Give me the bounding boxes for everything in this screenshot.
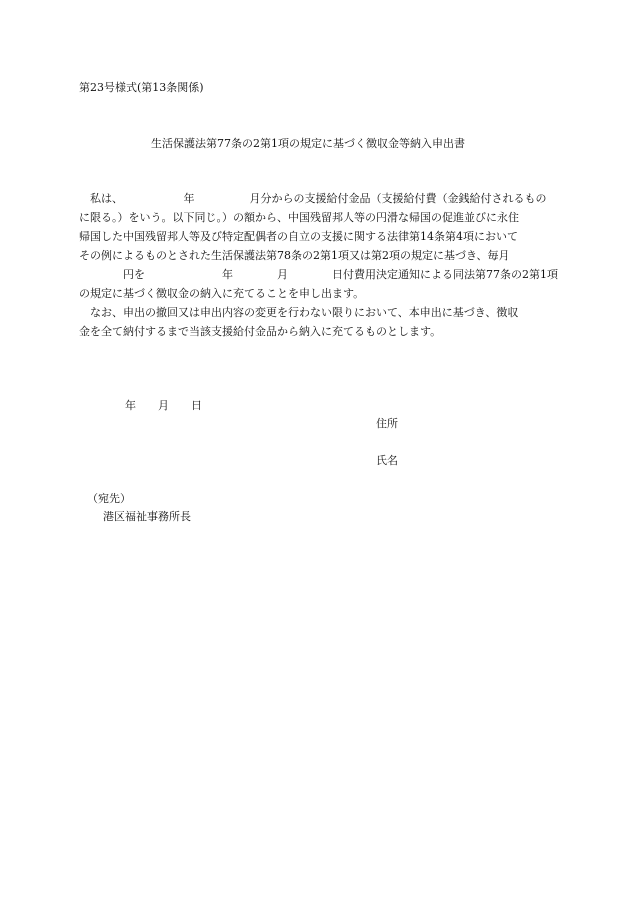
address-label: 住所 [376,417,398,430]
body-line: に限る。）をいう。以下同じ。）の額から、中国残留邦人等の円滑な帰国の促進並びに永住 [79,211,519,224]
name-label: 氏名 [376,454,398,467]
body-line: 私は、 年 月分からの支援給付金品（支援給付費（金銭給付されるもの [79,192,547,205]
body-line: その例によるものとされた生活保護法第78条の2第1項又は第2項の規定に基づき、毎月 [79,249,510,262]
office-name: 港区福祉事務所長 [103,510,191,523]
body-line: の規定に基づく徴収金の納入に充てることを申し出ます。 [79,287,365,300]
document-title: 生活保護法第77条の2第1項の規定に基づく徴収金等納入申出書 [151,137,465,150]
addressee-label: （宛先） [87,492,131,505]
form-number: 第23号様式(第13条関係) [79,81,204,94]
body-line: なお、申出の撤回又は申出内容の変更を行わない限りにおいて、本申出に基づき、徴収 [79,306,519,319]
body-line: 円を 年 月 日付費用決定通知による同法第77条の2第1項 [79,268,558,281]
body-line: 帰国した中国残留邦人等及び特定配偶者の自立の支援に関する法律第14条第4項において [79,230,518,243]
body-line: 金を全て納付するまで当該支援給付金品から納入に充てるものとします。 [79,325,442,338]
date-line: 年 月 日 [125,399,202,412]
